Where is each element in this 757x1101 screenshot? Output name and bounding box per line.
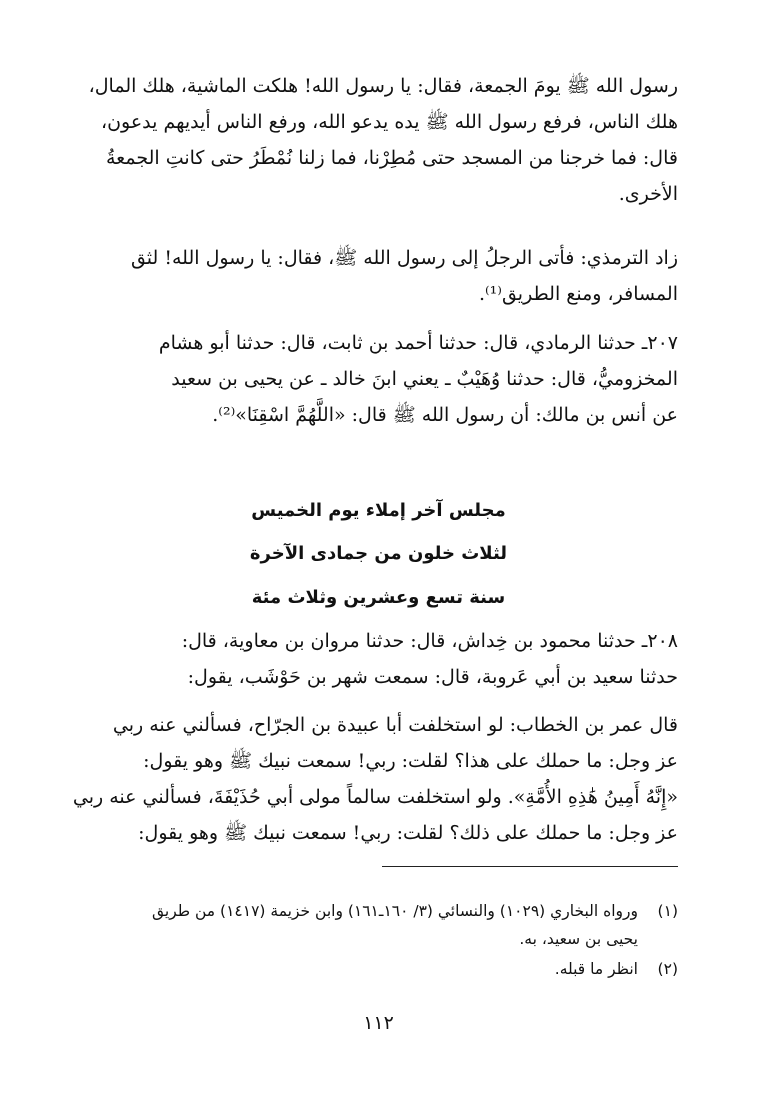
- session-heading-line-2: لثلاث خلون من جمادى الآخرة: [249, 543, 508, 564]
- text-line: المسافر، ومنع الطريق⁽¹⁾.: [478, 283, 678, 305]
- footnote-line: [66, 955, 678, 983]
- text-line: قال: فما خرجنا من المسجد حتى مُطِرْنا، فما زلنا نُمْطَرُ حتى كانتِ الجمعةُ: [105, 147, 678, 169]
- text-line: عز وجل: ما حملك على هذا؟ لقلت: ربي! سمعت نبيك ﷺ وهو يقول:: [143, 750, 678, 772]
- text-line: حدثنا سعيد بن أبي عَروبة، قال: سمعت شهر بن حَوْشَب، يقول:: [187, 666, 678, 688]
- text-line: هلك الناس، فرفع رسول الله ﷺ يده يدعو الله، ورفع الناس أيديهم يدعون،: [100, 111, 678, 133]
- text-line: «إِنَّهُ أَمِينُ هَٰذِهِ الأُمَّةِ». ولو استخلفت سالماً مولى أبي حُذَيْفَةَ، فسألني عنه ربي: [72, 786, 678, 808]
- text-line: الأخرى.: [618, 183, 678, 205]
- session-heading-line-1: مجلس آخر إملاء يوم الخميس: [251, 500, 506, 521]
- footnote-number: (٢): [657, 960, 678, 978]
- footnote-line: [66, 897, 678, 925]
- text-line: المخزوميُّ، قال: حدثنا وُهَيْبٌ ـ يعني ابنَ خالد ـ عن يحيى بن سعيد: [171, 368, 678, 390]
- text-line: ٢٠٨ـ حدثنا محمود بن خِداش، قال: حدثنا مروان بن معاوية، قال:: [181, 630, 678, 652]
- paragraph-hadith-208: [66, 623, 678, 695]
- paragraph-hadith-207: [66, 325, 678, 433]
- footnote-text: انظر ما قبله.: [554, 960, 638, 978]
- paragraph-tirmidhi-addition: [66, 240, 678, 312]
- paragraph-hadith-206-continued: [66, 68, 678, 212]
- footnote-number: (١): [657, 902, 678, 920]
- text-line: عن أنس بن مالك: أن رسول الله ﷺ قال: «اللَّهُمَّ اسْقِنَا»⁽²⁾.: [212, 404, 678, 426]
- footnote-2: [66, 955, 678, 983]
- text-line: قال عمر بن الخطاب: لو استخلفت أبا عبيدة بن الجرّاح، فسألني عنه ربي: [112, 714, 678, 736]
- text-line: رسول الله ﷺ يومَ الجمعة، فقال: يا رسول الله! هلكت الماشية، هلك المال،: [88, 75, 678, 97]
- session-heading-line-3: سنة تسع وعشرين وثلاث مئة: [251, 587, 506, 608]
- text-line: عز وجل: ما حملك على ذلك؟ لقلت: ربي! سمعت نبيك ﷺ وهو يقول:: [138, 822, 678, 844]
- footnote-text: ورواه البخاري (١٠٢٩) والنسائي (٣/ ١٦٠ـ١٦١) وابن خزيمة (١٤١٧) من طريق: [151, 902, 638, 920]
- paragraph-umar-statement: [66, 707, 678, 851]
- page-number: ١١٢: [363, 1012, 394, 1034]
- text-line: زاد الترمذي: فأتى الرجلُ إلى رسول الله ﷺ، فقال: يا رسول الله! لثق: [130, 247, 678, 269]
- text-line: ٢٠٧ـ حدثنا الرمادي، قال: حدثنا أحمد بن ثابت، قال: حدثنا أبو هشام: [158, 332, 678, 354]
- footnote-text: يحيى بن سعيد، به.: [519, 930, 638, 948]
- footnote-1: [66, 897, 678, 953]
- footnote-divider: [382, 866, 678, 867]
